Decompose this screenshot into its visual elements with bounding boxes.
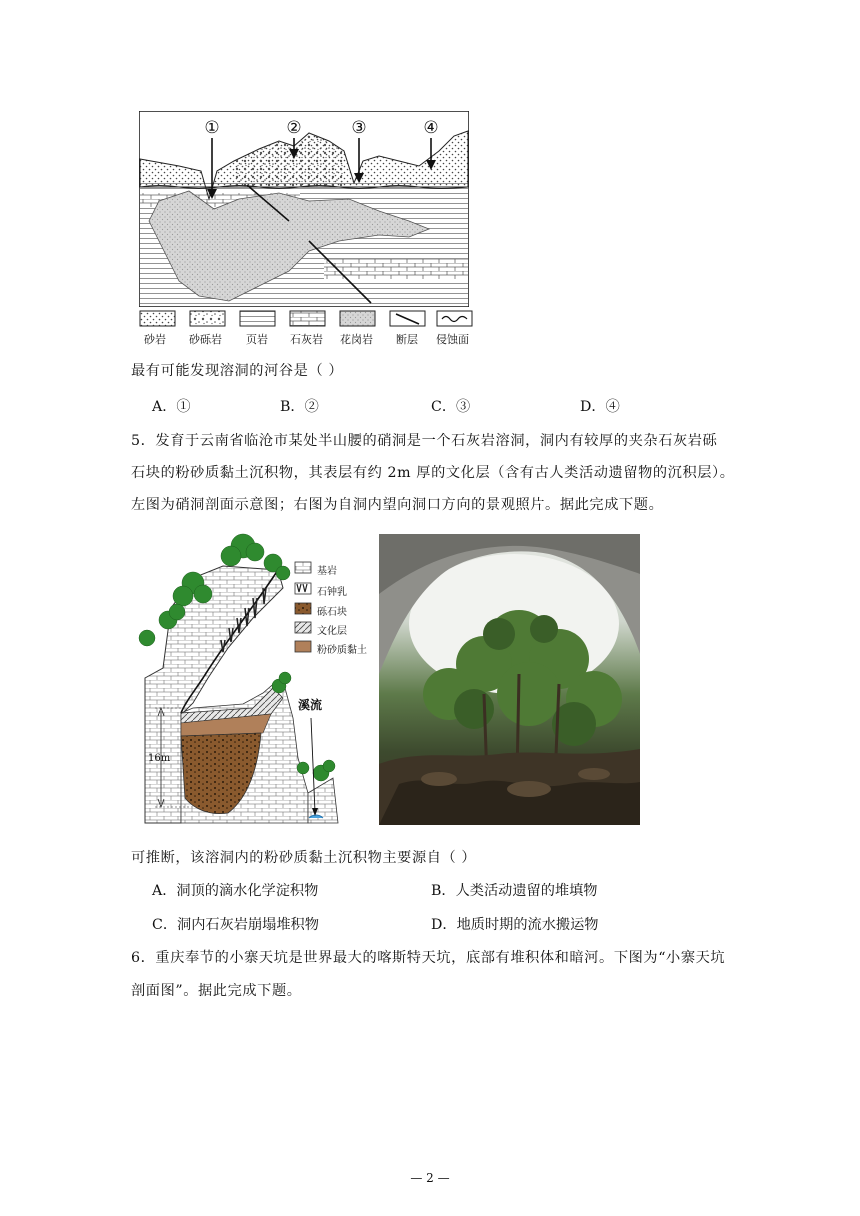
legend-label-sandstone: 砂岩 [144, 333, 166, 346]
page-number: — 2 — [410, 1171, 450, 1185]
cave-photo [379, 534, 640, 825]
legend-label-fault: 断层 [396, 333, 418, 346]
q4-stem: 最有可能发现溶洞的河谷是（ ） [131, 363, 344, 379]
cave-cross-section-figure [133, 528, 373, 828]
svg-text:①: ① [204, 118, 220, 138]
geology-cross-section [139, 111, 469, 307]
cave-photo-scene [379, 534, 640, 825]
q6-intro-line-1: 6．重庆奉节的小寨天坑是世界最大的喀斯特天坑，底部有堆积体和暗河。下图为“小寨天坑 [131, 950, 726, 966]
q6-intro-line-2: 剖面图”。据此完成下题。 [131, 983, 302, 999]
q4-option-c: C．③ [431, 399, 471, 415]
q4-option-d: D．④ [580, 399, 620, 415]
legend-label-conglomerate: 砂砾岩 [189, 333, 222, 346]
q5-option-a: A．洞顶的滴水化学淀积物 [152, 883, 319, 899]
legend-swatches [137, 309, 477, 329]
q4-option-b: B．② [280, 399, 319, 415]
cave-legend-swatches [293, 558, 315, 658]
cave-legend-stalactite: 石钟乳 [317, 587, 347, 598]
legend-label-shale: 页岩 [246, 333, 268, 346]
legend-label-erosion-surface: 侵蚀面 [436, 333, 469, 346]
geology-legend [137, 309, 477, 347]
q5-stem: 可推断，该溶洞内的粉砂质黏土沉积物主要源自（ ） [131, 850, 477, 866]
cave-legend-gravel: 砾石块 [317, 607, 347, 618]
q5-intro-line-1: 5．发育于云南省临沧市某处半山腰的硝洞是一个石灰岩溶洞，洞内有较厚的夹杂石灰岩砾 [131, 433, 718, 449]
stream-label: 溪流 [298, 698, 323, 712]
q5-option-d: D．地质时期的流水搬运物 [431, 917, 599, 933]
legend-label-limestone: 石灰岩 [290, 333, 323, 346]
cave-legend-bedrock: 基岩 [317, 566, 337, 577]
svg-text:③: ③ [351, 118, 367, 138]
geology-figure [139, 111, 469, 307]
legend-label-granite: 花岗岩 [340, 333, 373, 346]
cave-legend-silty-clay: 粉砂质黏土 [317, 645, 367, 656]
q4-option-a: A．① [152, 399, 191, 415]
svg-text:②: ② [286, 118, 302, 138]
cave-legend-culture-layer: 文化层 [317, 626, 347, 637]
q5-option-c: C．洞内石灰岩崩塌堆积物 [152, 917, 319, 933]
q5-option-b: B．人类活动遗留的堆填物 [431, 883, 598, 899]
q5-intro-line-2: 石块的粉砂质黏土沉积物，其表层有约 2m 厚的文化层（含有古人类活动遗留物的沉积层）。 [131, 465, 735, 481]
depth-label: 16m [148, 753, 171, 764]
cave-legend [293, 558, 378, 658]
q5-intro-line-3: 左图为硝洞剖面示意图；右图为自洞内望向洞口方向的景观照片。据此完成下题。 [131, 497, 664, 513]
svg-text:④: ④ [423, 118, 439, 138]
